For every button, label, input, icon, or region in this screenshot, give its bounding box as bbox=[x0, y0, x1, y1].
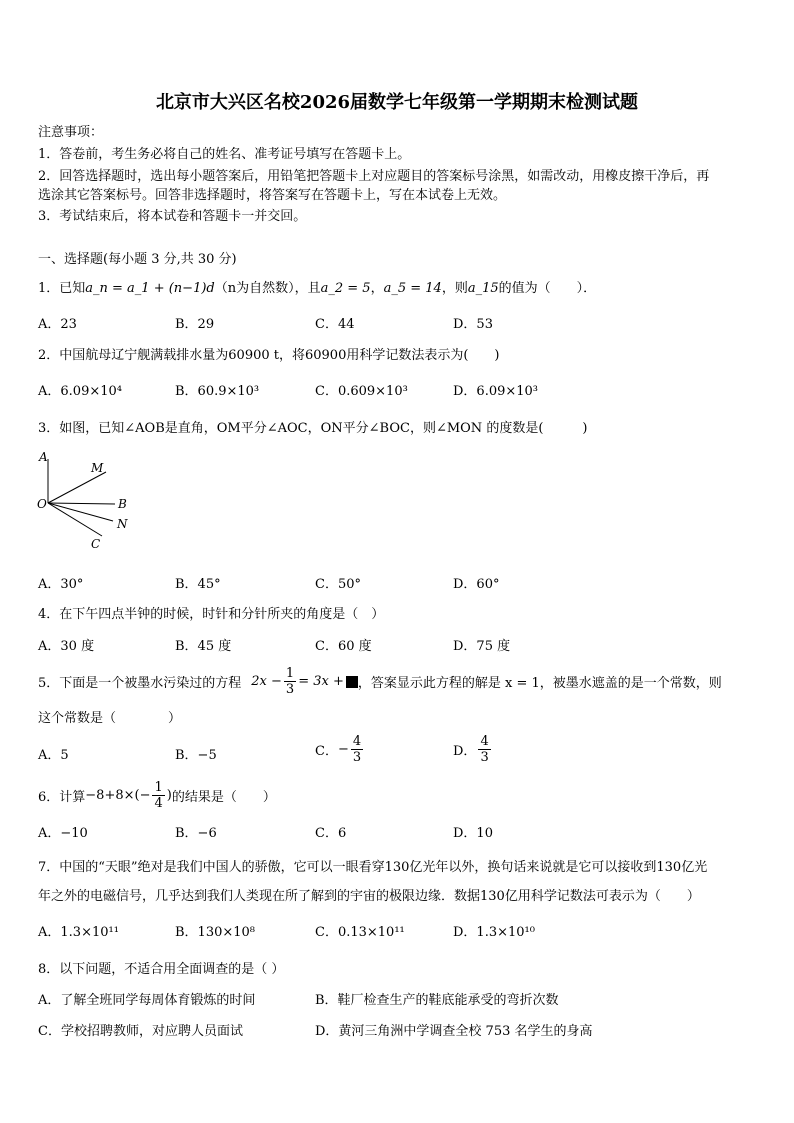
q6-frac-num: 1 bbox=[154, 780, 163, 795]
q2-option-b[interactable]: B．60.9×10³ bbox=[175, 384, 260, 399]
ray-on bbox=[48, 503, 113, 521]
q7-option-b[interactable]: B．130×10⁸ bbox=[175, 925, 256, 940]
q7-option-a[interactable]: A．1.3×10¹¹ bbox=[38, 925, 119, 940]
q5-option-c-label: C． bbox=[315, 744, 338, 759]
q4-option-c[interactable]: C．60 度 bbox=[315, 639, 372, 654]
notice-item-2-cont: 选涂其它答案标号。回答非选择题时，将答案写在答题卡上，写在本试卷上无效。 bbox=[38, 188, 507, 203]
q7-option-d[interactable]: D．1.3×10¹⁰ bbox=[453, 925, 535, 940]
question-2-stem: 2．中国航母辽宁舰满载排水量为60900 t，将60900用科学记数法表示为( ) bbox=[38, 348, 500, 363]
notice-item-3: 3．考试结束后，将本试卷和答题卡一并交回。 bbox=[38, 209, 307, 224]
q2-option-d[interactable]: D．6.09×10³ bbox=[453, 384, 539, 399]
q1-cond1: a_2 = 5 bbox=[320, 281, 371, 296]
question-4-stem: 4．在下午四点半钟的时候，时针和分针所夹的角度是（ ） bbox=[38, 607, 385, 622]
q6-prefix: 6．计算 bbox=[38, 790, 86, 805]
q5-option-b[interactable]: B．−5 bbox=[175, 748, 217, 763]
ray-om bbox=[48, 472, 106, 503]
ray-oc bbox=[48, 503, 102, 536]
q5-option-c[interactable] bbox=[315, 734, 365, 765]
question-6-stem bbox=[38, 780, 276, 811]
q5-eq-left: 2x − bbox=[251, 674, 282, 689]
q3-option-b[interactable]: B．45° bbox=[175, 577, 221, 592]
question-7-line1: 7．中国的“天眼”绝对是我们中国人的骄傲，它可以一眼看穿130亿光年以外，换句话来说就是它可以接收到130亿光 bbox=[38, 860, 708, 875]
q4-option-d[interactable]: D．75 度 bbox=[453, 639, 511, 654]
q3-option-a[interactable]: A．30° bbox=[38, 577, 84, 592]
q1-option-c[interactable]: C．44 bbox=[315, 317, 355, 332]
label-m: M bbox=[91, 461, 104, 475]
q8-option-d[interactable]: D．黄河三角洲中学调查全校 753 名学生的身高 bbox=[315, 1024, 593, 1039]
q3-stem-c: ON平分∠BOC，则∠MON 的度数是( ) bbox=[320, 421, 588, 436]
q5-option-c-fraction bbox=[351, 734, 363, 765]
q8-option-b[interactable]: B．鞋厂检查生产的鞋底能承受的弯折次数 bbox=[315, 993, 559, 1008]
label-a: A bbox=[39, 450, 48, 464]
notice-item-2: 2．回答选择题时，选出每小题答案后，用铅笔把答题卡上对应题目的答案标号涂黑，如需改动，用橡皮擦干净后，再 bbox=[38, 169, 710, 184]
q1-cond2: a_5 = 14 bbox=[383, 281, 442, 296]
label-n: N bbox=[117, 517, 128, 531]
q5-line2: 这个常数是（ ） bbox=[38, 711, 182, 726]
q3-stem-b: OM平分∠AOC， bbox=[216, 421, 321, 436]
q5-prefix: 5．下面是一个被墨水污染过的方程 bbox=[38, 676, 242, 691]
q5-option-c-den: 3 bbox=[352, 750, 362, 765]
q8-option-a[interactable]: A．了解全班同学每周体育锻炼的时间 bbox=[38, 993, 256, 1008]
page-title: 北京市大兴区名校2026届数学七年级第一学期期末检测试题 bbox=[155, 92, 639, 113]
section-heading: 一、选择题(每小题 3 分,共 30 分) bbox=[38, 252, 237, 267]
label-b: B bbox=[118, 497, 127, 511]
q3-stem-a: 3．如图，已知∠AOB是直角， bbox=[38, 421, 217, 436]
q5-frac-num: 1 bbox=[285, 666, 295, 681]
q5-suffix: ，答案显示此方程的解是 x = 1，被墨水遮盖的是一个常数，则 bbox=[357, 676, 722, 691]
notice-item-1: 1．答卷前，考生务必将自己的姓名、准考证号填写在答题卡上。 bbox=[38, 147, 411, 162]
label-o: O bbox=[37, 497, 47, 511]
q6-fraction bbox=[152, 780, 164, 811]
q1-mid2: ，则 bbox=[441, 281, 468, 296]
q3-option-d[interactable]: D．60° bbox=[453, 577, 500, 592]
q1-suffix: 的值为（ ）． bbox=[498, 281, 597, 296]
q2-option-c[interactable]: C．0.609×10³ bbox=[315, 384, 408, 399]
ray-ob bbox=[48, 503, 115, 504]
q6-option-d[interactable]: D．10 bbox=[453, 826, 493, 841]
q6-option-a[interactable]: A．−10 bbox=[38, 826, 88, 841]
q5-option-c-sign: − bbox=[337, 742, 349, 757]
question-3-stem bbox=[38, 417, 587, 436]
q8-option-c[interactable]: C．学校招聘教师，对应聘人员面试 bbox=[38, 1024, 243, 1039]
q5-option-d-fraction bbox=[478, 734, 490, 765]
q5-fraction bbox=[284, 666, 296, 697]
ink-blot bbox=[346, 676, 358, 688]
q5-eq-right: = 3x + bbox=[298, 674, 344, 689]
q6-option-c[interactable]: C．6 bbox=[315, 826, 347, 841]
question-7-line2: 年之外的电磁信号，几乎达到我们人类现在所了解到的宇宙的极限边缘．数据130亿用科学记数法可表示为（ ） bbox=[38, 889, 700, 904]
q1-option-a[interactable]: A．23 bbox=[38, 317, 77, 332]
q1-formula: a_n = a_1 + (n−1)d bbox=[85, 281, 215, 296]
q4-option-a[interactable]: A．30 度 bbox=[38, 639, 95, 654]
angle-figure bbox=[34, 445, 144, 553]
label-c: C bbox=[91, 537, 101, 551]
q5-option-a[interactable]: A．5 bbox=[38, 748, 69, 763]
question-1-stem: 1．已知a_n = a_1 + (n−1)d（n为自然数），且a_2 = 5，a_5 = 14，则a_15的值为（ ）． bbox=[38, 281, 597, 296]
q6-suffix: 的结果是（ ） bbox=[171, 790, 276, 805]
q1-option-d[interactable]: D．53 bbox=[453, 317, 493, 332]
q3-option-c[interactable]: C．50° bbox=[315, 577, 361, 592]
notice-heading: 注意事项： bbox=[38, 125, 104, 140]
q6-frac-den: 4 bbox=[154, 796, 163, 811]
q2-option-a[interactable]: A．6.09×10⁴ bbox=[38, 384, 122, 399]
q5-option-c-num: 4 bbox=[352, 734, 362, 749]
q5-option-d[interactable] bbox=[453, 734, 493, 765]
q5-option-d-num: 4 bbox=[480, 734, 489, 749]
q7-option-c[interactable]: C．0.13×10¹¹ bbox=[315, 925, 405, 940]
q1-option-b[interactable]: B．29 bbox=[175, 317, 215, 332]
q1-prefix: 1．已知 bbox=[38, 281, 86, 296]
q1-mid1: （n为自然数），且 bbox=[214, 281, 321, 296]
q5-option-d-label: D． bbox=[453, 744, 477, 759]
question-5-stem bbox=[38, 666, 722, 697]
question-8-stem: 8．以下问题，不适合用全面调查的是（ ） bbox=[38, 962, 285, 977]
q6-close: ) bbox=[166, 788, 172, 803]
q6-expr: −8+8×(− bbox=[85, 788, 151, 803]
q1-target: a_15 bbox=[467, 281, 499, 296]
q6-option-b[interactable]: B．−6 bbox=[175, 826, 217, 841]
q4-option-b[interactable]: B．45 度 bbox=[175, 639, 232, 654]
q5-frac-den: 3 bbox=[285, 682, 295, 697]
q5-option-d-den: 3 bbox=[480, 750, 489, 765]
